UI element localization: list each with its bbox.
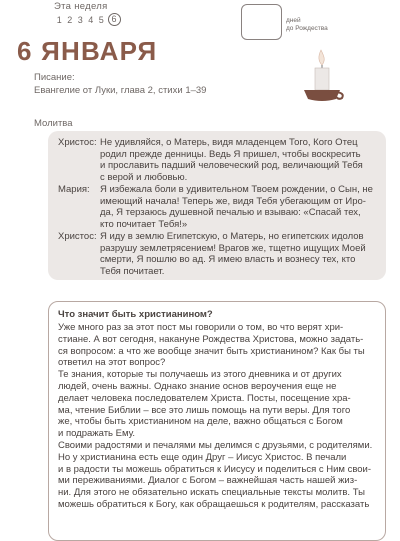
scripture-label: Писание:: [34, 72, 75, 83]
dialogue-line: кто почитает Тебя!»: [100, 218, 188, 230]
article-line: Своими радостями и печалями мы делимся с друзьями, с родителями.: [58, 440, 373, 451]
dialogue-line: Тебя почитает.: [100, 265, 165, 277]
week-day-3: 3: [77, 14, 83, 25]
week-day-4: 4: [88, 14, 94, 25]
article-line: ма, чтение Библии – все это лишь помощь на пути веры. Для того: [58, 404, 351, 416]
dialogue-line: с верой и любовью.: [100, 171, 188, 183]
days-to-christmas-label: дней до Рождества: [286, 17, 328, 32]
week-day-current: 6: [108, 13, 121, 26]
article-line: ни. Для этого не обязательно искать специальные тексты молитв. Ты: [58, 487, 365, 499]
dialogue-line: и прославить падший человеческий род, величающий Тебя: [100, 160, 363, 172]
speaker-christ: Христос:: [58, 137, 97, 148]
article-line: ми переживаниями. Диалог с Богом – важнейшая часть нашей жиз-: [58, 475, 358, 487]
article-line: можешь обратиться к Богу, как обращаешься к родителям, рассказать: [58, 499, 370, 510]
article-line: и в радости ты можешь обратиться к Иисусу и поделиться с Ним свои-: [58, 463, 372, 475]
article-line: стиане. А вот сегодня, накануне Рождества Христова, можно задать-: [58, 333, 364, 345]
dialogue-line: родил прежде денницы. Ведь Я пришел, чтобы воскресить: [100, 148, 361, 160]
page-title: 6 ЯНВАРЯ: [17, 36, 158, 66]
scripture-reference: Евангелие от Луки, глава 2, стихи 1–39: [34, 85, 207, 96]
week-day-1: 1: [56, 14, 62, 25]
week-label: Эта неделя: [54, 1, 108, 12]
speaker-christ: Христос:: [58, 231, 97, 242]
days-count-box[interactable]: [241, 4, 282, 40]
prayer-label: Молитва: [34, 118, 73, 129]
article-line: Но у христианина есть еще один Друг – Иисус Христос. В печали: [58, 451, 347, 463]
week-day-5: 5: [98, 14, 104, 25]
dialogue-line: Я избежала боли в удивительном Твоем рождении, о Сын, не: [100, 184, 373, 195]
dialogue-line: Не удивляйся, о Матерь, видя младенцем Того, Кого Отец: [100, 137, 358, 148]
article-line: и подражать Ему.: [58, 428, 136, 440]
week-day-numbers: [54, 13, 121, 26]
article-line: делает человека последователем Христа. Посты, посещение хра-: [58, 392, 351, 404]
week-day-2: 2: [67, 14, 73, 25]
dialogue-line: Я иду в землю Египетскую, о Матерь, но египетских идолов: [100, 231, 364, 242]
dialogue-line: имеющий начала! Теперь же, видя Тебя убегающим от Иро-: [100, 195, 366, 207]
candle-icon: [300, 48, 346, 104]
article-line: людей, очень важны. Однако знание основ вероучения еще не: [58, 381, 337, 392]
dialogue-line: разрушу землетрясением! Врагов же, тщетно ищущих Моей: [100, 242, 366, 254]
article-line: Те знания, которые ты получаешь из этого дневника и от других: [58, 369, 342, 381]
article-line: же, чтобы быть христианином на деле, важно общаться с Богом: [58, 416, 343, 428]
article-line: ответил на этот вопрос?: [58, 357, 166, 369]
article-title: Что значит быть христианином?: [58, 309, 213, 320]
speaker-mary: Мария:: [58, 184, 90, 195]
article-line: Уже много раз за этот пост мы говорили о том, во что верят хри-: [58, 322, 344, 333]
article-line: ся вопросом: а что же вообще значит быть христианином? Как бы ты: [58, 345, 365, 357]
dialogue-line: смерти, Я пошлю во ад. Я имею власть и вознесу тех, кто: [100, 254, 356, 266]
dialogue-line: да, Я терзаюсь душевной печалью и взываю: «Спасай тех,: [100, 207, 361, 219]
